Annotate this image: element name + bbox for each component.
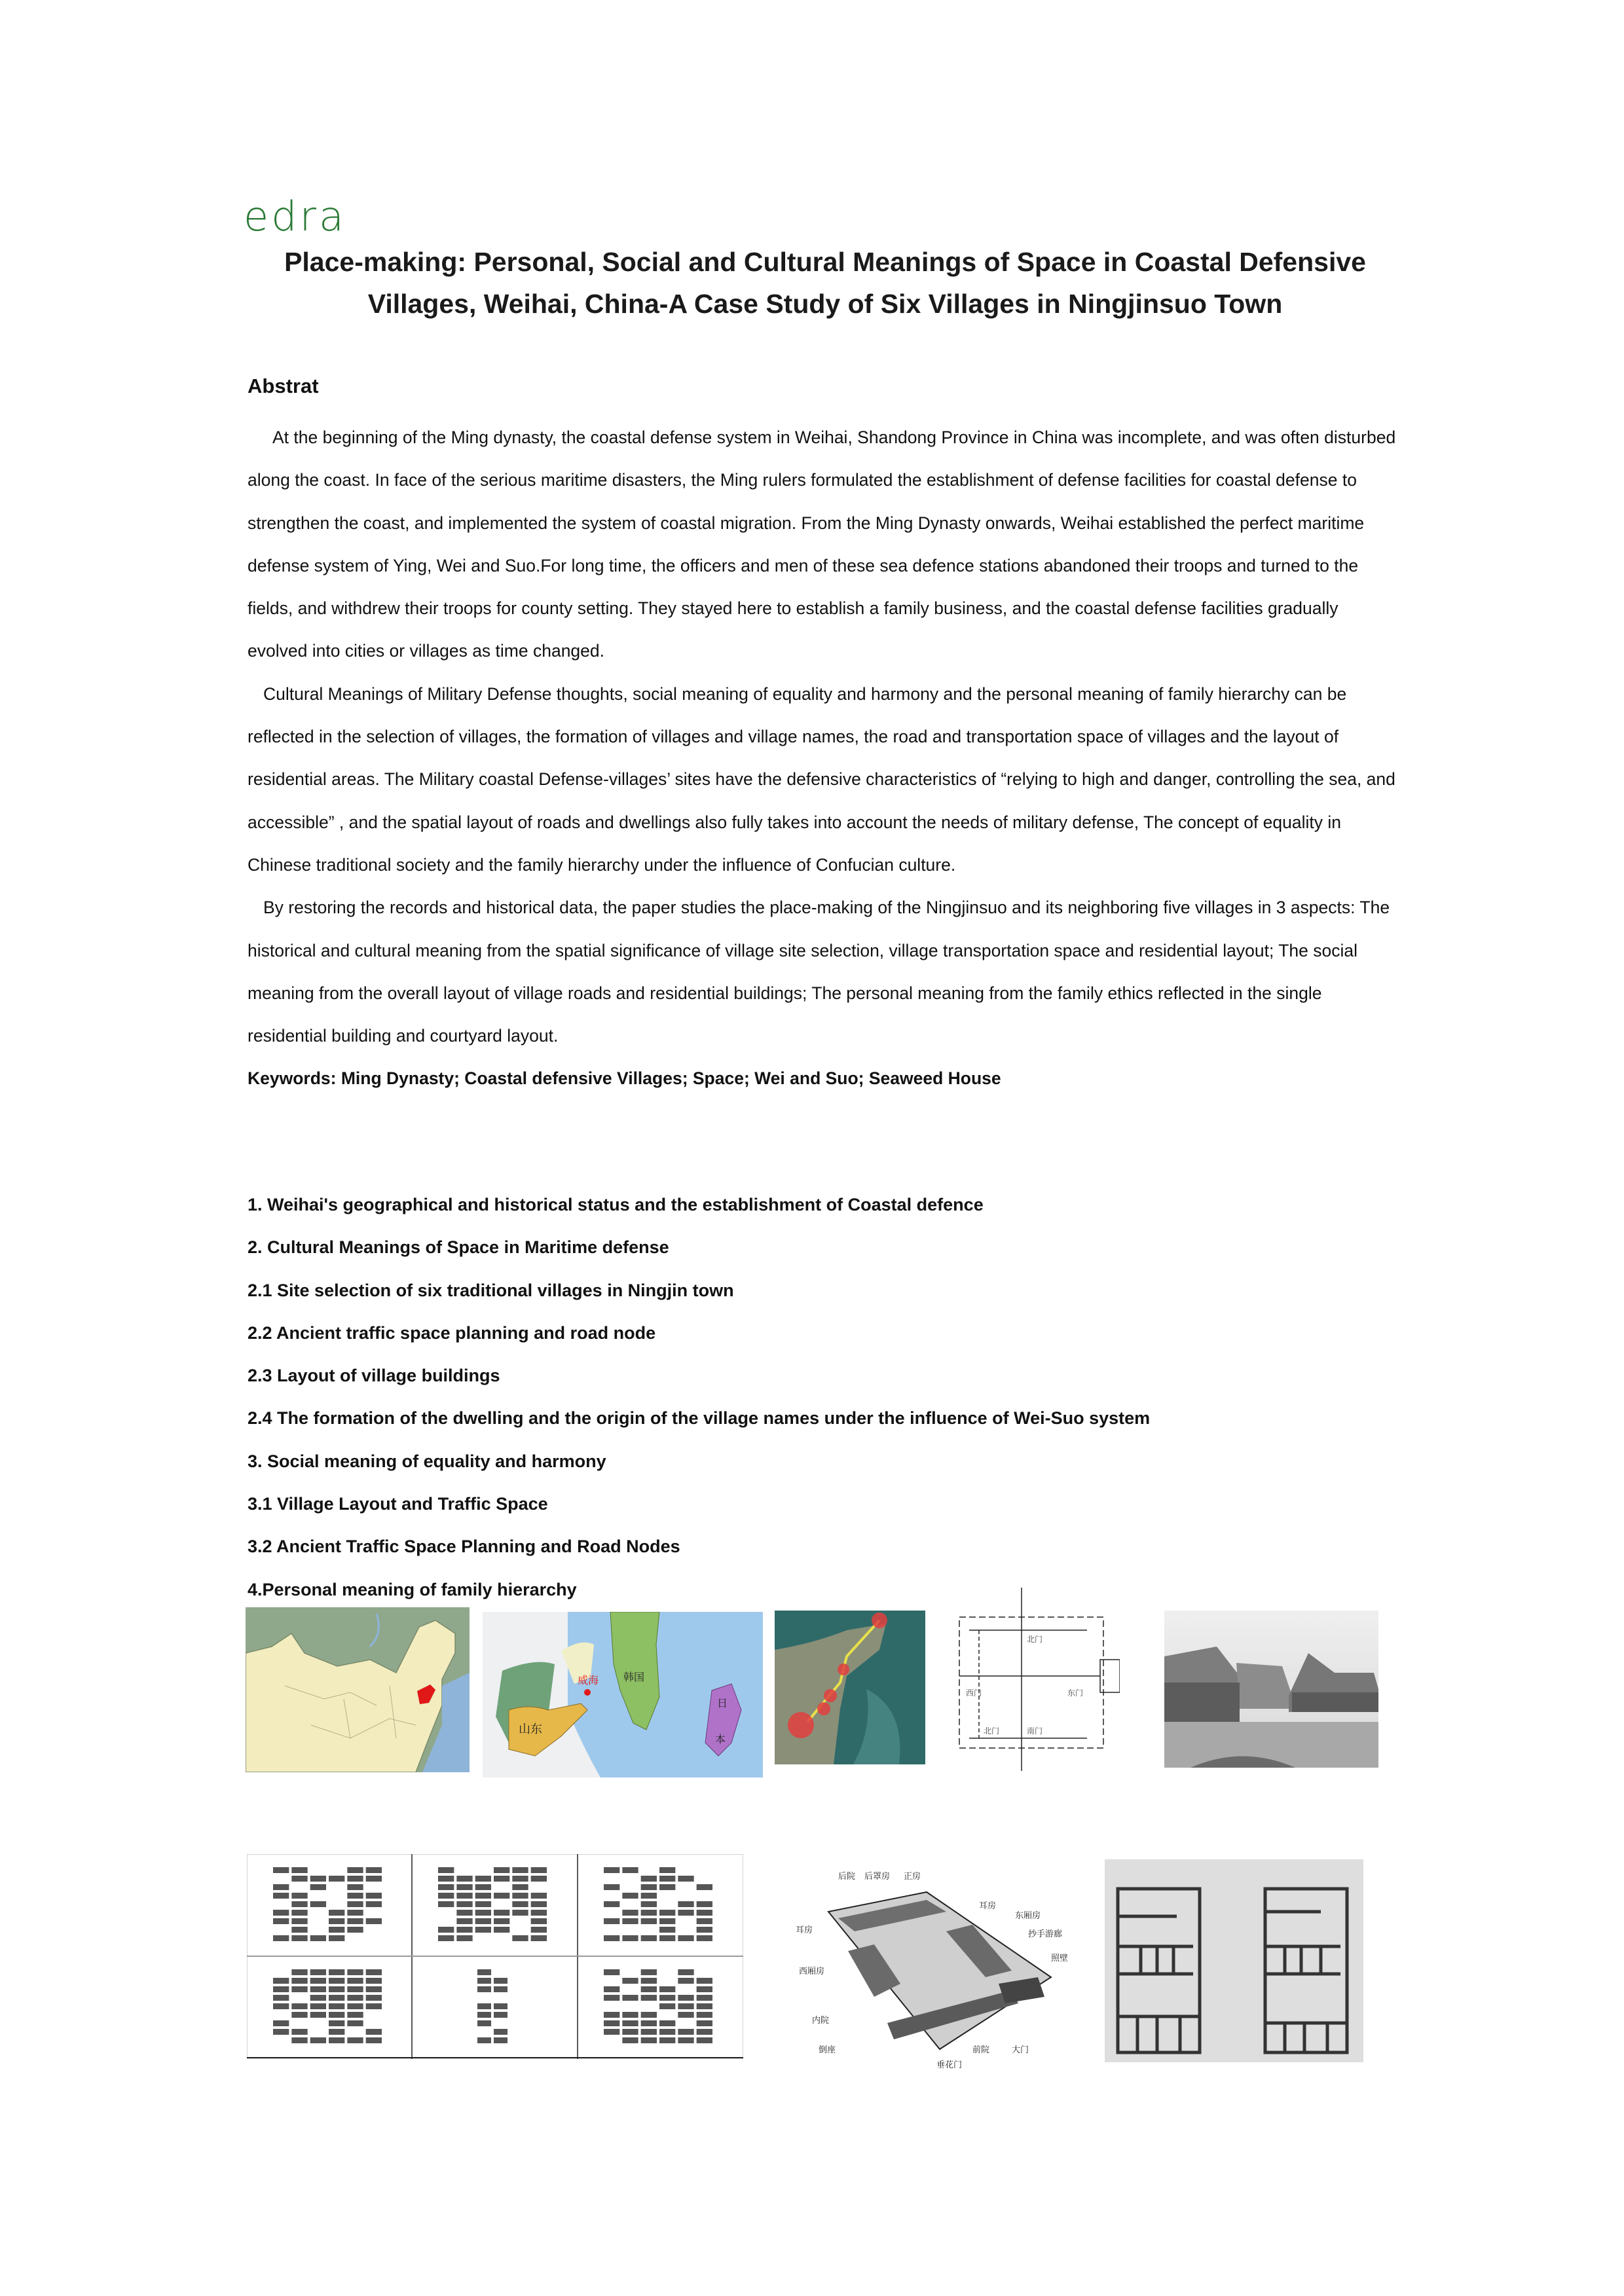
building-block: [273, 1884, 289, 1890]
building-block: [456, 1901, 472, 1907]
building-block: [329, 1927, 344, 1933]
building-block: [347, 1910, 363, 1916]
building-block: [622, 1910, 638, 1916]
building-block: [697, 1995, 712, 2001]
building-block: [622, 2037, 638, 2043]
building-block: [329, 2037, 344, 2043]
building-block: [678, 2029, 693, 2035]
courtyard-label: 前院: [972, 2045, 990, 2055]
building-block: [604, 1935, 619, 1941]
outline-item: 4.Personal meaning of family hierarchy: [248, 1579, 577, 1599]
outline-item: 2.2 Ancient traffic space planning and road node: [248, 1322, 656, 1343]
building-block: [512, 1884, 528, 1890]
building-block: [659, 2029, 675, 2035]
building-block: [641, 1995, 657, 2001]
building-block: [291, 1876, 307, 1882]
building-block: [366, 1995, 382, 2001]
building-block: [622, 1978, 638, 1984]
building-block: [641, 1969, 657, 1975]
building-block: [291, 1927, 307, 1933]
building-block: [659, 1867, 675, 1873]
building-block: [366, 2029, 382, 2035]
building-block: [678, 1969, 693, 1975]
keywords: Keywords: Ming Dynasty; Coastal defensive Villages; Space; Wei and Suo; Seaweed House: [248, 1068, 1001, 1089]
building-block: [329, 1978, 344, 1984]
building-block: [366, 1986, 382, 1992]
building-block: [477, 1969, 491, 1975]
building-block: [641, 1876, 657, 1882]
courtyard-label: 后罩房: [864, 1872, 891, 1882]
building-block: [641, 1986, 657, 1992]
building-block: [273, 2020, 289, 2026]
building-block: [659, 1918, 675, 1924]
building-block: [697, 1927, 712, 1933]
building-block: [622, 1918, 638, 1924]
building-block: [494, 2003, 507, 2009]
village-layouts-figure: [247, 1854, 743, 2059]
building-block: [494, 2012, 507, 2018]
building-block: [366, 1918, 382, 1924]
building-block: [475, 1918, 491, 1924]
building-block: [329, 2029, 344, 2035]
building-block: [438, 1901, 454, 1907]
outline-item: 3. Social meaning of equality and harmony: [248, 1451, 606, 1471]
building-block: [347, 2020, 363, 2026]
building-block: [273, 2003, 289, 2009]
building-block: [604, 2029, 619, 2035]
building-block: [329, 2012, 344, 2018]
building-block: [310, 1884, 326, 1890]
building-block: [659, 1935, 675, 1941]
building-block: [697, 1901, 712, 1907]
building-block: [678, 1995, 693, 2001]
building-block: [329, 1995, 344, 2001]
building-block: [291, 1901, 307, 1907]
map-label: 本: [715, 1733, 726, 1745]
building-block: [659, 1910, 675, 1916]
map-label: 山东: [519, 1722, 542, 1736]
building-block: [366, 1969, 382, 1975]
building-block: [347, 1918, 363, 1924]
building-block: [641, 2037, 657, 2043]
building-block: [604, 2020, 619, 2026]
courtyard-label: 正房: [904, 1872, 921, 1882]
building-block: [366, 1901, 382, 1907]
courtyard-label: 后院: [838, 1872, 856, 1882]
building-block: [659, 2020, 675, 2026]
building-block: [678, 2003, 693, 2009]
gate-label: 南门: [1027, 1726, 1043, 1736]
abstract-body: [248, 416, 1400, 1101]
building-block: [512, 1901, 528, 1907]
building-block: [697, 1978, 712, 1984]
building-block: [531, 1867, 547, 1873]
outline-item: 2.1 Site selection of six traditional villages in Ningjin town: [248, 1280, 734, 1300]
courtyard-label: 内院: [812, 2016, 830, 2026]
building-block: [622, 1867, 638, 1873]
building-block: [678, 1901, 693, 1907]
abstract-paragraph: At the beginning of the Ming dynasty, the coastal defense system in Weihai, Shandong Province in China was incomplete, and was often disturbed along the coast. In face of the serious maritime disasters, the Ming rulers formulated the establishment of defense facilities for coastal defense to strengthen the coast, and implemented the system of coastal migration. From the Ming Dynasty onwards, Weihai established the perfect maritime defense system of Ying, Wei and Suo.For long time, the officers and men of these sea defence stations abandoned their troops and turned to the fields, and withdrew their troops for county setting. They stayed here to establish a family business, and the coastal defense facilities gradually evolved into cities or villages as time changed.: [248, 428, 1396, 661]
building-block: [641, 1978, 657, 1984]
building-block: [531, 1935, 547, 1941]
building-block: [456, 1893, 472, 1899]
building-block: [659, 1884, 675, 1890]
building-block: [477, 2012, 491, 2018]
china-map-figure: [246, 1607, 470, 1772]
building-block: [438, 1876, 454, 1882]
building-block: [273, 1867, 289, 1873]
building-block: [659, 1986, 675, 1992]
building-block: [347, 1978, 363, 1984]
building-block: [366, 2037, 382, 2043]
building-block: [697, 2029, 712, 2035]
building-block: [310, 1901, 326, 1907]
building-block: [310, 1969, 326, 1975]
building-block: [438, 1935, 454, 1941]
building-block: [512, 1910, 528, 1916]
building-block: [697, 1986, 712, 1992]
building-block: [456, 1918, 472, 1924]
building-block: [494, 1910, 509, 1916]
building-block: [273, 1995, 289, 2001]
building-block: [697, 2020, 712, 2026]
building-block: [697, 1918, 712, 1924]
building-block: [329, 1876, 344, 1882]
building-block: [512, 1893, 528, 1899]
building-block: [531, 1893, 547, 1899]
building-block: [291, 1986, 307, 1992]
building-block: [273, 1935, 289, 1941]
map-label: 韩国: [623, 1671, 645, 1683]
building-block: [475, 1884, 491, 1890]
building-block: [438, 1867, 454, 1873]
outline-item: 1. Weihai's geographical and historical status and the establishment of Coastal defence: [248, 1195, 984, 1214]
building-block: [678, 1935, 693, 1941]
building-block: [697, 1910, 712, 1916]
map-label: 威海: [578, 1674, 599, 1686]
building-block: [347, 1893, 363, 1899]
building-block: [329, 1935, 344, 1941]
building-block: [310, 1876, 326, 1882]
building-block: [291, 1918, 307, 1924]
section-outline: [248, 1184, 1150, 1611]
building-block: [622, 1935, 638, 1941]
courtyard-label: 倒座: [819, 2045, 836, 2055]
building-block: [329, 2003, 344, 2009]
building-block: [329, 1910, 344, 1916]
building-block: [604, 1969, 619, 1975]
building-block: [641, 1893, 657, 1899]
building-block: [291, 1969, 307, 1975]
building-block: [310, 1995, 326, 2001]
building-block: [329, 1986, 344, 1992]
building-block: [347, 1901, 363, 1907]
building-block: [291, 2029, 307, 2035]
abstract-paragraph: Cultural Meanings of Military Defense thoughts, social meaning of equality and harmony and the personal meaning of family hierarchy can be reflected in the selection of villages, the formation of villages and village names, the road and transportation space of villages and the layout of residential areas. The Military coastal Defense-villages’ sites have the defensive characteristics of “relying to high and danger, controlling the sea, and accessible” , and the spatial layout of roads and dwellings also fully takes into account the needs of military defense, The concept of equality in Chinese traditional society and the family hierarchy under the influence of Confucian culture.: [248, 683, 1395, 875]
building-block: [291, 2003, 307, 2009]
building-block: [678, 1910, 693, 1916]
building-block: [604, 1867, 619, 1873]
building-block: [329, 1918, 344, 1924]
building-block: [697, 1884, 712, 1890]
building-block: [347, 2037, 363, 2043]
building-block: [273, 1893, 289, 1899]
building-block: [329, 1969, 344, 1975]
courtyard-label: 西厢房: [799, 1967, 825, 1977]
building-block: [310, 2003, 326, 2009]
building-block: [494, 1867, 509, 1873]
building-block: [310, 1978, 326, 1984]
building-block: [456, 1876, 472, 1882]
building-block: [366, 1876, 382, 1882]
building-block: [291, 1935, 307, 1941]
building-block: [678, 2012, 693, 2018]
building-block: [347, 1884, 363, 1890]
building-block: [475, 1910, 491, 1916]
building-block: [697, 2037, 712, 2043]
building-block: [273, 1918, 289, 1924]
building-block: [291, 1910, 307, 1916]
building-block: [641, 2020, 657, 2026]
building-block: [697, 2003, 712, 2009]
building-block: [622, 2012, 638, 2018]
building-block: [641, 1901, 657, 1907]
title-line-1: Place-making: Personal, Social and Cultural Meanings of Space in Coastal Defensive: [284, 247, 1366, 277]
courtyard-label: 耳房: [796, 1925, 813, 1935]
building-block: [604, 1995, 619, 2001]
building-block: [438, 1893, 454, 1899]
building-block: [347, 1986, 363, 1992]
building-block: [477, 2037, 491, 2043]
building-block: [291, 2037, 307, 2043]
building-block: [604, 1901, 619, 1907]
building-block: [291, 2012, 307, 2018]
building-block: [438, 1884, 454, 1890]
floor-plans-figure: [1105, 1859, 1363, 2062]
building-block: [475, 1876, 491, 1882]
courtyard-label: 东厢房: [1015, 1911, 1041, 1921]
building-block: [622, 2020, 638, 2026]
building-block: [456, 1910, 472, 1916]
building-block: [477, 2003, 491, 2009]
abstract-paragraph: By restoring the records and historical data, the paper studies the place-making of the Ningjinsuo and its neighboring five villages in 3 aspects: The historical and cultural meaning from the spatial significance of village site selection, village transportation space and residential layout; The social meaning from the overall layout of village roads and residential buildings; The personal meaning from the family ethics reflected in the single residential building and courtyard layout.: [248, 898, 1390, 1046]
gate-label: 东门: [1067, 1688, 1084, 1698]
building-block: [512, 1876, 528, 1882]
paper-title: [236, 241, 1414, 325]
building-block: [477, 1986, 491, 1992]
building-block: [366, 1978, 382, 1984]
building-block: [310, 1986, 326, 1992]
building-block: [456, 1927, 472, 1933]
satellite-route-figure: [775, 1611, 925, 1764]
courtyard-label: 照壁: [1051, 1954, 1069, 1963]
outline-item: 2. Cultural Meanings of Space in Maritime defense: [248, 1237, 669, 1258]
building-block: [531, 1876, 547, 1882]
building-block: [273, 1910, 289, 1916]
building-block: [291, 1978, 307, 1984]
building-block: [604, 1918, 619, 1924]
building-block: [477, 1978, 491, 1984]
building-block: [494, 1893, 509, 1899]
building-block: [531, 1901, 547, 1907]
courtyard-label: 垂花门: [936, 2060, 963, 2070]
building-block: [273, 1978, 289, 1984]
title-line-2: Villages, Weihai, China-A Case Study of Six Villages in Ningjinsuo Town: [367, 289, 1283, 319]
building-block: [641, 2012, 657, 2018]
edra-logo: edra: [244, 192, 346, 240]
building-block: [310, 2012, 326, 2018]
building-block: [697, 2012, 712, 2018]
building-block: [494, 1986, 507, 1992]
building-block: [604, 1884, 619, 1890]
building-block: [531, 1910, 547, 1916]
map-label: 日: [717, 1697, 728, 1709]
outline-item: 2.4 The formation of the dwelling and the origin of the village names under the influence of Wei-Suo system: [248, 1408, 1151, 1429]
building-block: [512, 1867, 528, 1873]
building-block: [641, 1910, 657, 1916]
outline-item: 3.2 Ancient Traffic Space Planning and Road Nodes: [248, 1537, 680, 1557]
courtyard-label: 耳房: [979, 1901, 997, 1911]
outline-item: 2.3 Layout of village buildings: [248, 1366, 500, 1386]
building-block: [604, 2012, 619, 2018]
building-block: [273, 2029, 289, 2035]
building-block: [475, 1927, 491, 1933]
building-block: [659, 2003, 675, 2009]
building-block: [659, 1927, 675, 1933]
courtyard-label: 抄手游廊: [1028, 1929, 1063, 1939]
outline-item: 3.1 Village Layout and Traffic Space: [248, 1494, 548, 1514]
building-block: [477, 2020, 491, 2026]
building-block: [641, 1935, 657, 1941]
building-block: [366, 1893, 382, 1899]
building-block: [291, 1893, 307, 1899]
building-block: [347, 1867, 363, 1873]
building-block: [366, 1867, 382, 1873]
building-block: [641, 1918, 657, 1924]
building-block: [456, 1935, 472, 1941]
building-block: [273, 1986, 289, 1992]
gate-label: 北门: [1027, 1635, 1043, 1644]
building-block: [347, 1969, 363, 1975]
building-block: [531, 1918, 547, 1924]
building-block: [310, 2037, 326, 2043]
courtyard-label: 大门: [1012, 2045, 1029, 2055]
building-block: [641, 1884, 657, 1890]
building-block: [641, 2029, 657, 2035]
building-block: [291, 1867, 307, 1873]
building-block: [494, 1927, 509, 1933]
building-block: [659, 2037, 675, 2043]
building-block: [494, 2029, 507, 2035]
abstract-heading: Abstrat: [248, 374, 319, 397]
building-block: [659, 1995, 675, 2001]
building-block: [475, 1901, 491, 1907]
building-block: [475, 1893, 491, 1899]
building-block: [329, 2020, 344, 2026]
building-block: [512, 1935, 528, 1941]
building-block: [678, 2037, 693, 2043]
building-block: [531, 1927, 547, 1933]
building-block: [622, 1893, 638, 1899]
building-block: [438, 1927, 454, 1933]
building-block: [347, 1995, 363, 2001]
building-block: [456, 1884, 472, 1890]
building-block: [347, 1876, 363, 1882]
building-block: [622, 2029, 638, 2035]
building-block: [494, 1978, 507, 1984]
building-block: [678, 1876, 693, 1882]
gate-label: 北门: [984, 1726, 1000, 1736]
gate-label: 西门: [966, 1688, 982, 1698]
building-block: [494, 1876, 509, 1882]
region-map-figure: [483, 1612, 763, 1777]
building-block: [659, 1876, 675, 1882]
building-block: [494, 2037, 507, 2043]
building-block: [347, 1927, 363, 1933]
building-block: [347, 2012, 363, 2018]
building-block: [697, 1935, 712, 1941]
building-block: [622, 1995, 638, 2001]
building-block: [347, 2003, 363, 2009]
building-block: [494, 1918, 509, 1924]
building-block: [310, 1935, 326, 1941]
building-block: [678, 1978, 693, 1984]
gate-plan-figure: [943, 1578, 1120, 1777]
courtyard-axonometric-figure: [776, 1859, 1071, 2075]
building-block: [366, 2003, 382, 2009]
seaweed-house-photo: [1164, 1611, 1378, 1768]
building-block: [604, 1986, 619, 1992]
